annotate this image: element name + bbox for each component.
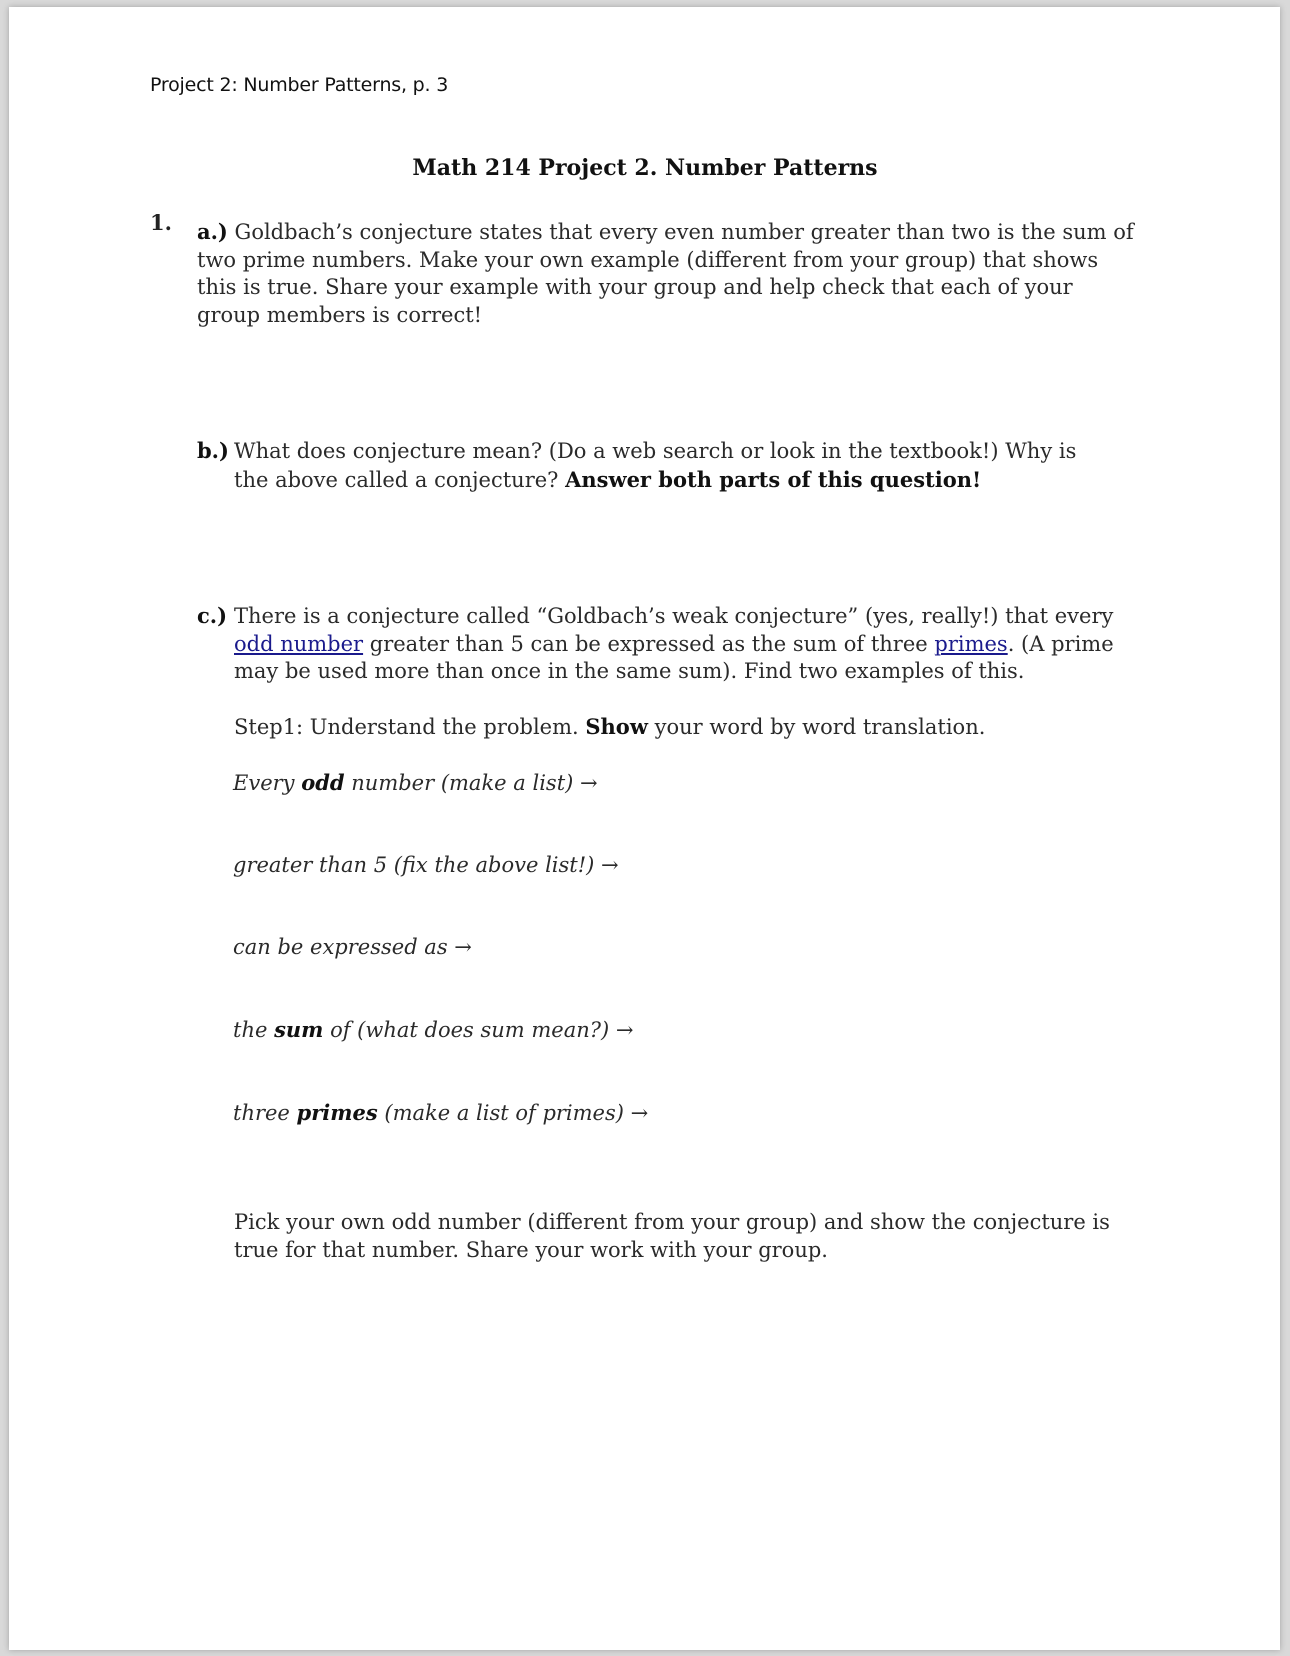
step1-bold: Show: [585, 714, 648, 739]
translation-pre: can be expressed as →: [233, 935, 472, 959]
translation-pre: greater than 5 (fix the above list!) →: [233, 853, 619, 877]
translation-line-expressed-as: [233, 935, 472, 959]
translation-post: of (what does sum mean?) →: [330, 1018, 634, 1042]
part-a-text: Goldbach’s conjecture states that every even number greater than two is the sum of two prime numbers. Make your own example (different from your group) that shows this is true. Share your example with your group and help check that each of your group members is correct!: [197, 220, 1134, 327]
translation-line-greater-than: [233, 853, 619, 877]
part-c: [234, 603, 1114, 686]
translation-pre: Every: [233, 771, 295, 795]
part-a: [197, 218, 1142, 329]
part-b-text: What does conjecture mean? (Do a web search or look in the textbook!) Why is the above called a conjecture?: [234, 439, 1077, 492]
document-title: Math 214 Project 2. Number Patterns: [412, 155, 878, 181]
step1-instruction: [234, 713, 1114, 742]
translation-bold: primes: [296, 1100, 378, 1125]
odd-number-link[interactable]: odd number: [234, 631, 364, 656]
part-b-label: b.): [197, 438, 229, 463]
part-b: [234, 438, 1114, 494]
translation-pre: the: [233, 1018, 268, 1042]
closing-instruction: Pick your own odd number (different from your group) and show the conjecture is true for that number. Share your work with your group.: [234, 1210, 1110, 1262]
part-c-text-1: There is a conjecture called “Goldbach’s weak conjecture” (yes, really!) that every: [234, 604, 1114, 628]
primes-link[interactable]: primes: [934, 631, 1008, 656]
part-c-text-3: . (A prime may be used more than once in the same sum). Find two examples of this.: [234, 631, 1114, 683]
part-b-bold-instruction: Answer both parts of this question!: [565, 466, 982, 492]
part-c-text-2: greater than 5 can be expressed as the sum of three: [369, 631, 928, 656]
translation-line-sum: [233, 1017, 633, 1042]
translation-line-three-primes: [233, 1100, 648, 1125]
translation-line-every-odd: [233, 770, 598, 795]
part-a-label: a.): [197, 219, 228, 244]
question-number: 1.: [150, 210, 172, 235]
translation-post: number (make a list) →: [351, 771, 598, 795]
translation-bold: sum: [274, 1017, 324, 1042]
translation-post: (make a list of primes) →: [384, 1101, 649, 1125]
translation-bold: odd: [301, 770, 345, 795]
translation-pre: three: [233, 1101, 290, 1125]
step1-post: your word by word translation.: [654, 715, 986, 739]
step1-pre: Step1: Understand the problem.: [234, 715, 579, 739]
page-header: Project 2: Number Patterns, p. 3: [150, 74, 449, 96]
part-c-label: c.): [197, 603, 228, 628]
